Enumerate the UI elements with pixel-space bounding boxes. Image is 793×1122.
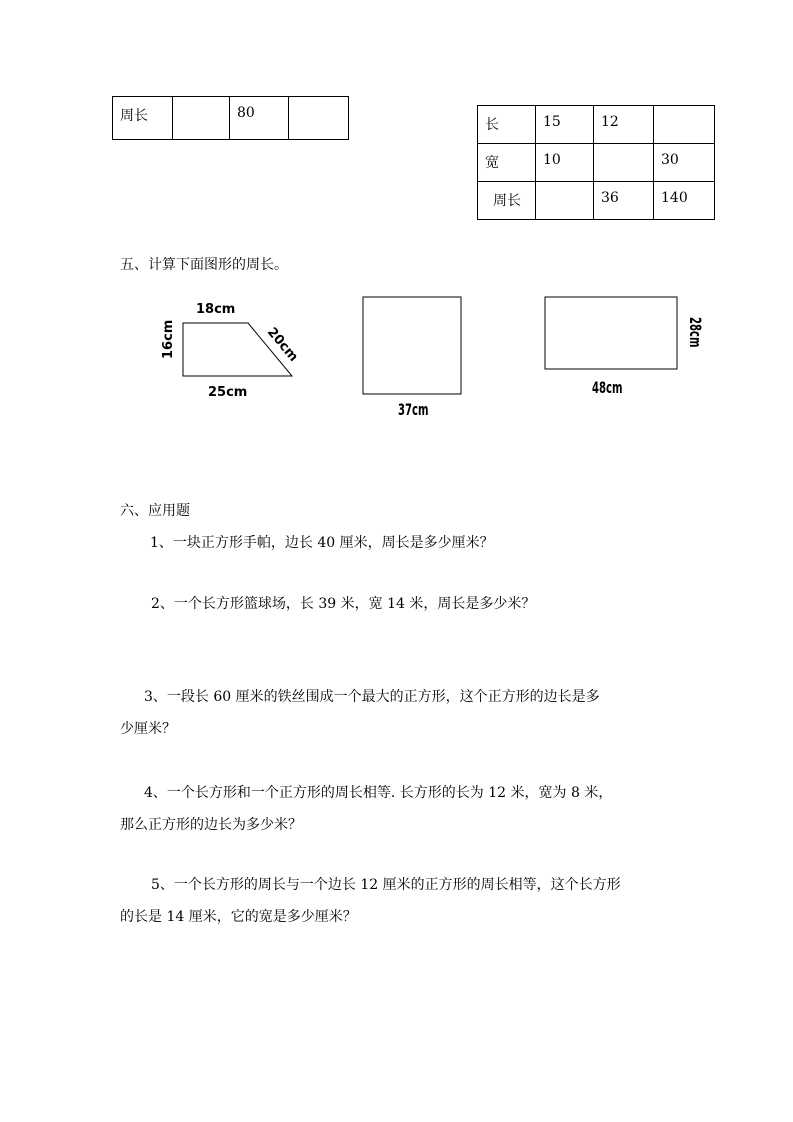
table-cell: 140 <box>654 182 715 220</box>
rectangle-right-label: 28cm <box>685 317 704 348</box>
question-1: 1、一块正方形手帕，边长 40 厘米，周长是多少厘米？ <box>150 535 494 551</box>
table-cell: 10 <box>536 144 594 182</box>
question-5-line-1: 5、一个长方形的周长与一个边长 12 厘米的正方形的周长相等，这个长方形 <box>151 877 621 893</box>
trapezoid-bottom-label: 25cm <box>208 385 248 400</box>
table-cell: 30 <box>654 144 715 182</box>
rectangle-bottom-label: 48cm <box>592 379 623 398</box>
question-4-line-1: 4、一个长方形和一个正方形的周长相等. 长方形的长为 12 米，宽为 8 米， <box>144 785 613 801</box>
question-3-line-2: 少厘米？ <box>120 721 176 737</box>
section-6-title: 六、应用题 <box>120 503 190 519</box>
trapezoid-slant-label: 20cm <box>263 324 301 365</box>
table-cell: 周长 <box>113 97 173 140</box>
section-5-title: 五、计算下面图形的周长。 <box>120 257 288 273</box>
table-cell: 周长 <box>478 182 536 220</box>
question-2: 2、一个长方形篮球场，长 39 米，宽 14 米，周长是多少米？ <box>151 596 536 612</box>
trapezoid-top-label: 18cm <box>196 302 236 317</box>
square-bottom-label: 37cm <box>398 401 429 420</box>
trapezoid-left-label: 16cm <box>161 319 176 359</box>
question-5-line-2: 的长是 14 厘米，它的宽是多少厘米？ <box>120 909 357 925</box>
table-cell: 长 <box>478 106 536 144</box>
question-3-line-1: 3、一段长 60 厘米的铁丝围成一个最大的正方形，这个正方形的边长是多 <box>144 689 600 705</box>
table-cell: 12 <box>594 106 654 144</box>
question-4-line-2: 那么正方形的边长为多少米？ <box>120 817 302 833</box>
table-cell: 15 <box>536 106 594 144</box>
rectangle-shape <box>545 297 677 369</box>
table-cell: 80 <box>230 97 289 140</box>
table-cell: 36 <box>594 182 654 220</box>
table-cell: 宽 <box>478 144 536 182</box>
square-shape <box>363 297 461 394</box>
